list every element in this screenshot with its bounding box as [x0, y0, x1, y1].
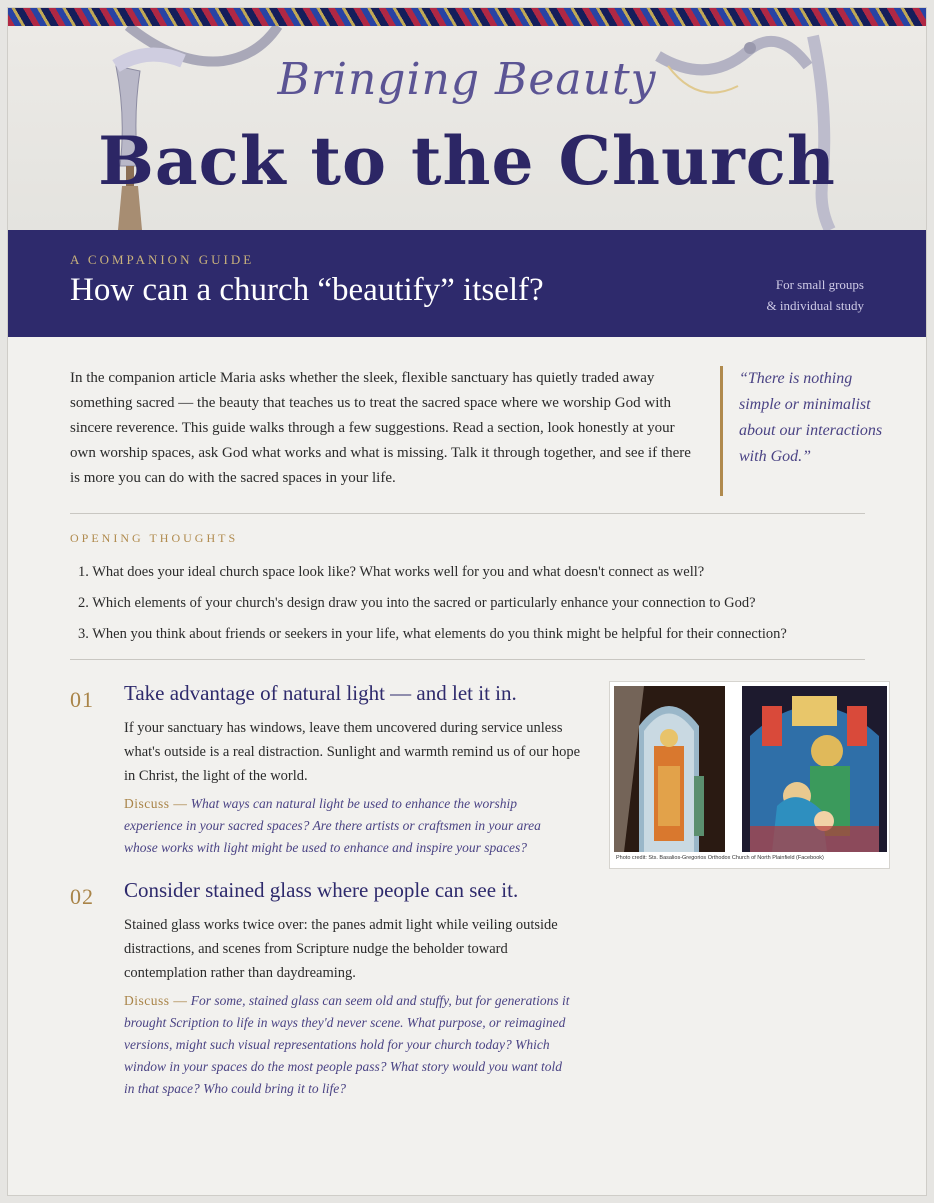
section-number: 02: [70, 884, 94, 909]
discuss-label: Discuss —: [124, 993, 188, 1008]
opening-questions-list: [78, 561, 787, 654]
audience-line: & individual study: [766, 298, 864, 313]
guide-question: How can a church “beautify” itself?: [70, 272, 544, 308]
section-body: Stained glass works twice over: the panes admit light while veiling outside distractions, and scenes from Scripture nudge the beholder toward contemplation rather than daydreaming.: [124, 917, 558, 981]
title-banner: [8, 26, 926, 230]
intro-paragraph: In the companion article Maria asks whether the sleek, flexible sanctuary has quietly traded away something sacred — the beauty that teaches us to treat the sacred space where we worship God with sincere reverence. This guide walks through a few suggestions. Read a section, look honestly at your own worship spaces, ask God what works and what is missing. Talk it through together, and see if there is more you can do with the sacred spaces in your life.: [70, 370, 691, 486]
opening-thoughts-label: OPENING THOUGHTS: [70, 531, 239, 545]
stained-glass-photo: [609, 681, 890, 869]
discuss-label: Discuss —: [124, 796, 188, 811]
discuss-text: What ways can natural light be used to enhance the worship experience in your sacred spaces? Are there artists or craftsmen in your area whose works with light might be used to enhance and inspire your spaces?: [124, 796, 541, 855]
script-title: Bringing Beauty: [277, 54, 657, 105]
divider: [70, 513, 865, 514]
section-body: If your sanctuary has windows, leave them uncovered during service unless what's outside is a real distraction. Sunlight and warmth remind us of our hope in Christ, the light of the world.: [124, 720, 581, 784]
list-item: 3. When you think about friends or seekers in your life, what elements do you think might be helpful for their connection?: [78, 626, 787, 642]
discuss-prompt: [124, 990, 574, 1100]
guide-page: [7, 7, 927, 1196]
section-number: 01: [70, 687, 94, 712]
section-title: Take advantage of natural light — and let it in.: [124, 681, 517, 705]
guide-band: [8, 230, 926, 337]
pull-quote: “There is nothing simple or minimalist about our interactions with God.”: [720, 366, 889, 496]
audience-note: [767, 274, 865, 316]
main-title: Back to the Church: [98, 122, 836, 200]
divider: [70, 659, 865, 660]
nativity-window-image: [742, 686, 887, 852]
list-item: 1. What does your ideal church space look like? What works well for you and what doesn't connect as well?: [78, 564, 705, 580]
discuss-text: For some, stained glass can seem old and stuffy, but for generations it brought Scription to life in ways they'd never scene. What purpose, or reimagined versions, might such visual representations hold for your church today? Which window in your spaces do the most people pass? What story would you want told in that space? Who could bring it to life?: [124, 993, 570, 1096]
discuss-prompt: [124, 793, 574, 859]
list-item: 2. Which elements of your church's design draw you into the sacred or particularly enhance your connection to God?: [78, 595, 756, 611]
kicker: A COMPANION GUIDE: [70, 252, 255, 267]
stained-glass-strip: [8, 8, 926, 26]
section-title: Consider stained glass where people can see it.: [124, 878, 519, 902]
photo-credit: Photo credit: Sts. Basalios-Gregorios Orthodox Church of North Plainfield (Facebook): [616, 855, 824, 861]
stained-glass-window-image: [614, 686, 725, 852]
audience-line: For small groups: [775, 277, 864, 292]
